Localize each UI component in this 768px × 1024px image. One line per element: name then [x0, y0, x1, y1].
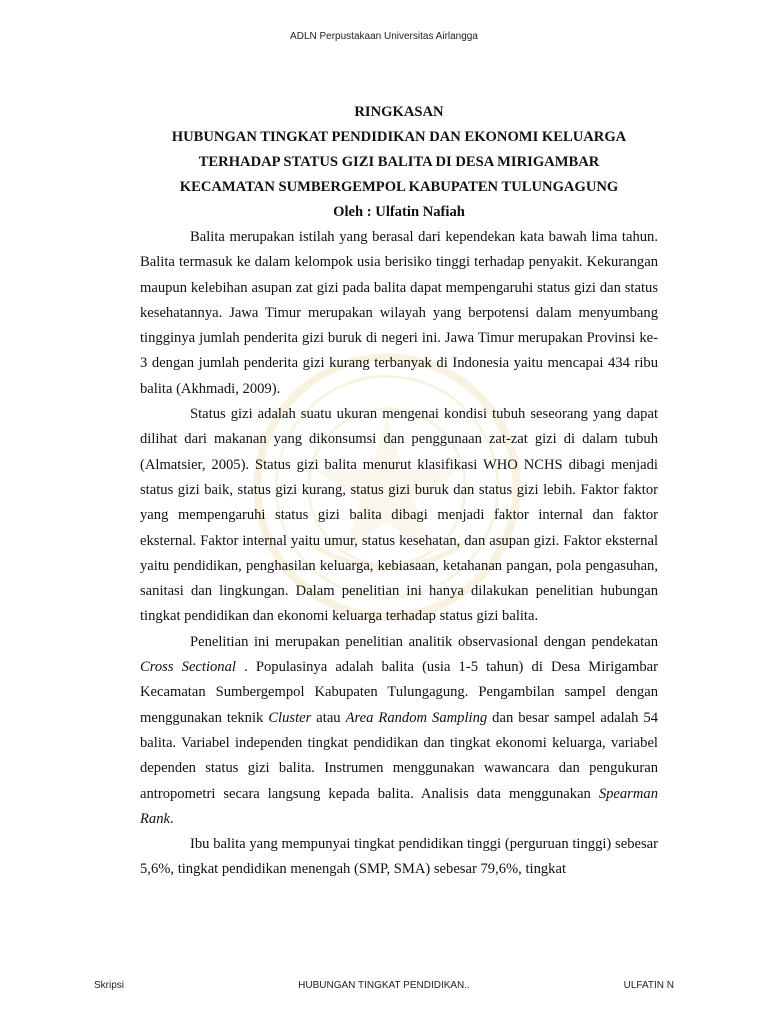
- paragraph-3: [140, 630, 658, 832]
- paragraph-2: Status gizi adalah suatu ukuran mengenai kondisi tubuh seseorang yang dapat dilihat dari makanan yang dikonsumsi dan penggunaan zat-zat gizi di dalam tubuh (Almatsier, 2005). Status gizi balita menurut klasifikasi WHO NCHS dibagi menjadi status gizi baik, status gizi kurang, status gizi buruk dan status gizi lebih. Faktor faktor yang mempengaruhi status gizi balita dibagi menjadi faktor internal dan faktor eksternal. Faktor internal yaitu umur, status kesehatan, dan asupan gizi. Faktor eksternal yaitu pendidikan, penghasilan keluarga, kebiasaan, ketahanan pangan, pola pengasuhan, sanitasi dan lingkungan. Dalam penelitian ini hanya dilakukan penelitian hubungan tingkat pendidikan dan ekonomi keluarga terhadap status gizi balita.: [140, 406, 658, 625]
- footer-center: HUBUNGAN TINGKAT PENDIDIKAN..: [298, 980, 470, 991]
- title-line-3: KECAMATAN SUMBERGEMPOL KABUPATEN TULUNGAGUNG: [179, 179, 619, 195]
- paragraph-4: Ibu balita yang mempunyai tingkat pendidikan tinggi (perguruan tinggi) sebesar 5,6%, tingkat pendidikan menengah (SMP, SMA) sebesar 79,6%, tingkat: [140, 836, 658, 878]
- footer-right: ULFATIN N: [623, 980, 674, 991]
- p3-text-1: Penelitian ini merupakan penelitian analitik observasional dengan pendekatan: [190, 633, 658, 650]
- term-cross-sectional: Cross Sectional: [140, 659, 236, 676]
- term-area-random-sampling: Area Random Sampling: [345, 709, 488, 726]
- document-body: [140, 100, 658, 883]
- paragraph-1: Balita merupakan istilah yang berasal dari kependekan kata bawah lima tahun. Balita termasuk ke dalam kelompok usia berisiko tinggi terhadap penyakit. Kekurangan maupun kelebihan asupan zat gizi pada balita dapat mempengaruhi status gizi dan status kesehatannya. Jawa Timur merupakan wilayah yang berpotensi dalam menyumbang tingginya jumlah penderita gizi buruk di negeri ini. Jawa Timur merupakan Provinsi ke-3 dengan jumlah penderita gizi kurang terbanyak di Indonesia yaitu mencapai 434 ribu balita (Akhmadi, 2009).: [140, 229, 658, 397]
- p3-text-5: .: [170, 810, 174, 827]
- title-line-1: HUBUNGAN TINGKAT PENDIDIKAN DAN EKONOMI KELUARGA: [171, 129, 627, 145]
- footer-left: Skripsi: [94, 980, 125, 991]
- p3-text-2: . Populasinya adalah balita (usia 1-5 tahun) di Desa Mirigambar Kecamatan Sumbergempol Kabupaten Tulungagung. Pengambilan sampel dengan menggunakan teknik: [140, 659, 659, 726]
- running-header: ADLN Perpustakaan Universitas Airlangga: [290, 31, 478, 42]
- term-spearman-rank: Spearman Rank: [140, 785, 658, 827]
- title-line-2: TERHADAP STATUS GIZI BALITA DI DESA MIRIGAMBAR: [198, 154, 600, 170]
- term-cluster: Cluster: [268, 709, 312, 726]
- p3-text-4: dan besar sampel adalah 54 balita. Variabel independen tingkat pendidikan dan tingkat ekonomi keluarga, variabel dependen status gizi balita. Instrumen menggunakan wawancara dan pengukuran antropometri secara langsung kepada balita. Analisis data menggunakan: [140, 709, 659, 802]
- p3-text-3: atau: [311, 709, 346, 726]
- author-line: Oleh : Ulfatin Nafiah: [333, 204, 465, 220]
- title-block: [140, 100, 658, 225]
- summary-heading: RINGKASAN: [354, 104, 444, 120]
